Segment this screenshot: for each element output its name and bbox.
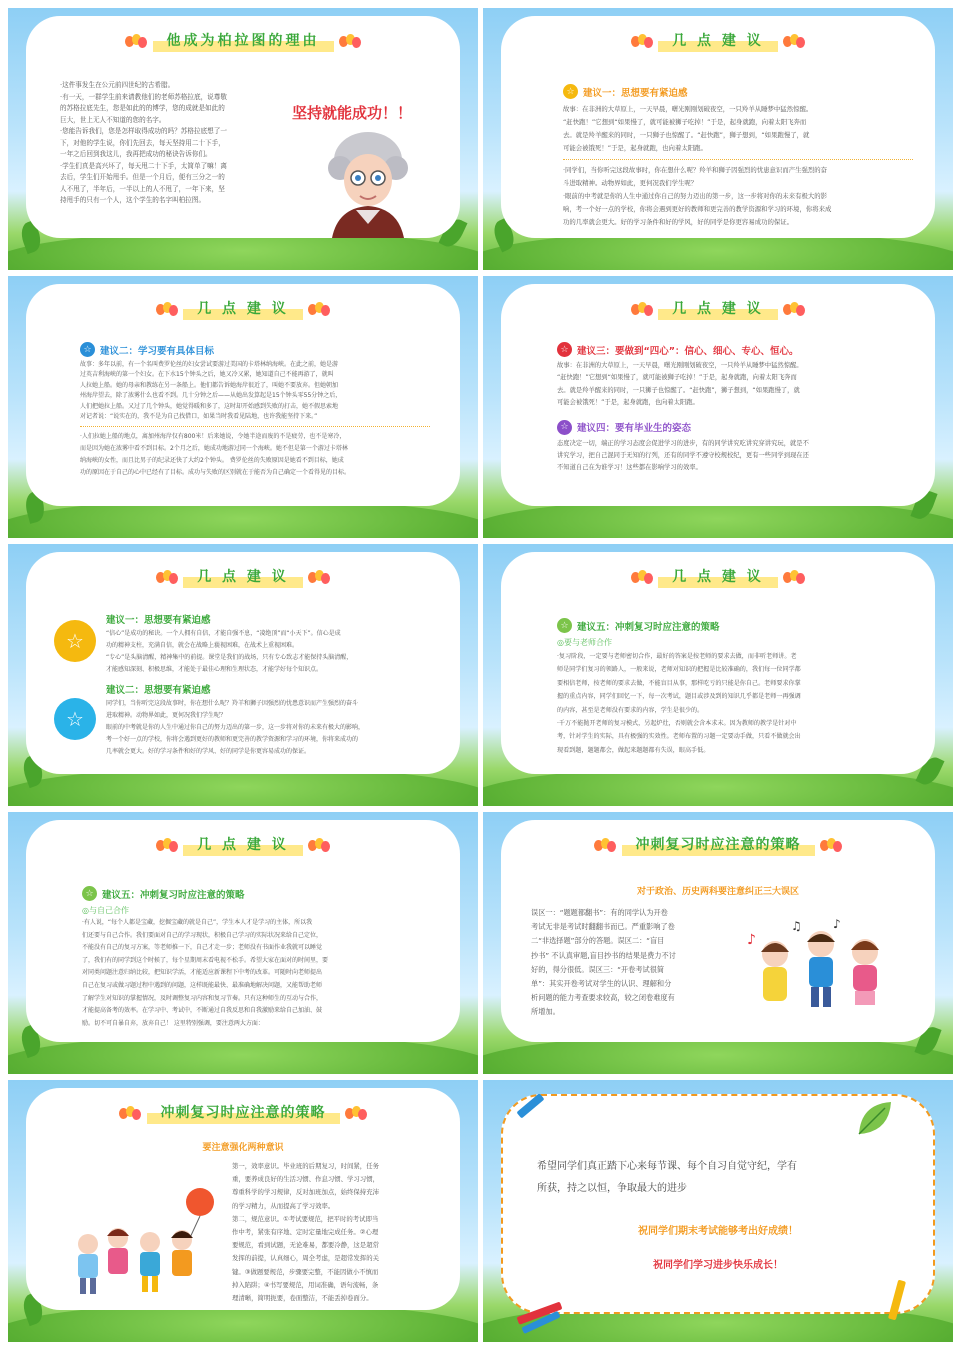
body-text: “信心”是成功的秘诀。一个人拥有自信，才能自强不息，“凌绝顶”而“小天下”。信心是成 功的精神支柱，充满自信，就会在战略上藐视困难，在战术上重视困难。 “专心”是头脑清醒，精神集中的前提。课堂是我们的战场，只有专心致志才能保持头脑清醒， 才能感知深刻、积极思维，才能处于最佳心理和生理状态，才能学好每个知识点。	[106, 630, 353, 673]
content-card	[26, 284, 460, 506]
body-text: 同学们，当你听完这段故事时，你在想什么呢？羚羊和狮子因强烈的忧患意识而产生强烈的奋斗 进取精神。动物界如此，更何况我们学生呢？ 眼前的中考就是你的人生中通过你自己的努力迈出的第一步，这一步将对你的未来有极大的影响， 考一个好一点的学校，你将会遇到更好的教师和更完善的教学资源和学习的环境，你将来成功的 几率就会更大。好的学习条件和好的学风、好的同学是你更容易成功的保证。	[106, 700, 365, 755]
balloon-icon	[339, 34, 361, 48]
section-heading: 建议一：思想要有紧迫感	[106, 615, 211, 626]
section-heading: 建议四：要有毕业生的姿态	[577, 423, 692, 435]
balloon-icon	[594, 838, 616, 852]
closing-message: 希望同学们真正踏下心来每节课、每个自习自觉守纪，学有 所获，持之以恒，争取最大的进步	[537, 1161, 797, 1194]
body-text: ·人们拉她上船的地点，离加州海岸仅有800米！后来她说，令她半途而废的不是疲劳，也不是寒冷， 而是因为她在浓雾中看不到目标。2个月之后，她成功地游过同一个海峡。她不但是第一个游过卡塔林 纳海峡的女性，而且比男子的纪录还快了大约2个钟头。 费罗伦丝的失败原因是她看不到目标，她成 功的原因在于自己的心中已经有了目标。成功与失败的区别就在于能否为自己确定一个看得见的目标。	[80, 433, 351, 477]
balloon-icon	[156, 838, 178, 852]
divider	[563, 159, 913, 160]
balloon-icon	[820, 838, 842, 852]
slide-title: 几 点 建 议	[658, 28, 778, 52]
slide-6	[483, 544, 953, 806]
slide-title: 他成为柏拉图的理由	[153, 28, 334, 52]
balloon-icon	[308, 838, 330, 852]
content-card	[501, 16, 935, 238]
slide-2	[483, 8, 953, 270]
slide-9	[8, 1080, 478, 1342]
balloon-icon	[631, 570, 653, 584]
slide-title: 几 点 建 议	[183, 564, 303, 588]
slide-title: 冲刺复习时应注意的策略	[622, 832, 815, 856]
content-card	[26, 16, 460, 238]
section-heading: 建议五：冲刺复习时应注意的策略	[102, 889, 245, 901]
slide-title: 冲刺复习时应注意的策略	[147, 1100, 340, 1124]
star-icon: ☆	[82, 886, 97, 901]
story-text: 故事：多年以前，有一个名叫费罗伦丝的妇女尝试要游过美国的卡塔林纳海峡。在此之前，她是游 过英吉利海峡的第一个妇女。在下水15个钟头之后，她又冷又累，她知道自己不能再游了，就叫 人拉她上船。她的母亲和教练在另一条船上。他们都告诉她海岸很近了，叫她不要放弃。但她朝加 州海岸望去，除了浓雾什么也看不到。几十分钟之后——从她出发算起是15个钟头零55分钟之后， 人们把她拉上船。又过了几个钟头，她觉得暖和多了，这时却开始感到失败的打击，她不假思索地 对记者说：“说实在的，我不是为自己找借口，如果当时我看见陆地，也许我能坚持下来。”	[80, 361, 342, 421]
slide-title: 几 点 建 议	[658, 564, 778, 588]
subheading: ◎与自己合作	[82, 906, 129, 915]
kids-with-balloon-illustration	[70, 1186, 220, 1296]
balloon-icon	[783, 34, 805, 48]
body-text: 态度决定一切，端正的学习态度会促进学习的进步，有的同学讲究吃讲究穿讲究玩，就是不 讲究学习，把自己混同于无知的行列，还有的同学不遵守校规校纪，更有一些同学到现在还 不知道自己在为谁学习！这些都在影响学习的效率。	[557, 439, 809, 472]
leaf-icon	[855, 1098, 895, 1138]
star-icon: ☆	[557, 420, 572, 435]
section-heading: 建议二：学习要有具体目标	[100, 345, 215, 357]
star-icon: ☆	[54, 698, 96, 740]
body-text: ·同学们，当你听完这段故事时，你在想什么呢？羚羊和狮子因强烈的忧患意识而产生强烈的奋 斗进取精神。动物界如此，更何况我们学生呢？ ·眼前的中考就是你的人生中通过你自己的努力迈出的第一步，这一步将对你的未来有极大的影 响，考一个好一点的学校，你将会遇到更好的教师和更完善的教学资源和学习的环境，你将来成 功的几率就会更大。好的学习条件和好的学风，好的同学是你更容易成功的保证。	[563, 166, 832, 226]
section-heading: 建议五：冲刺复习时应注意的策略	[577, 621, 720, 633]
content-card	[26, 552, 460, 774]
body-text: ·复习阶段，一定要与老师密切合作，最好的答案是按老师的要求去做，而非听老师讲。老 师是同学们复习的领路人，一般来说，老师对知识的把握是比较准确的，我们每一位同学都 要相信老师，按老师的要求去做，不能盲目从事，那样吃亏的只能是你自己。老师要求你掌 握的重点内容，同学们回忆一下，每一次考试，题目或涉及到的知识几乎都是老师一再强调 的内容，甚至是老师没有要求的内容，学生是很少的。 ·千万不能抛开老师的复习模式，另起炉灶，否则就会含本求末。因为教师的教学是针对中 考，针对学生的实际，具有极强的实效性。老师布置的习题一定要动手做，只看不做就会出 现看到题，题题都会，做起来题题都有失误，眼高手低。	[557, 653, 801, 754]
svg-text:♪: ♪	[833, 917, 841, 931]
grandma-illustration	[318, 128, 418, 238]
story-text: 故事：在非洲的大草原上，一天早晨，曙光刚刚划破夜空，一只羚羊从睡梦中猛然惊醒。 “赶快跑！”它想到“如果慢了，就可能被狮子吃掉！”于是，起身就跑，向着太阳飞奔而 去。就是羚羊醒来的同时，一只狮子也惊醒了。“赶快跑”，狮子想到，“如果跑慢了，就 可能会被饿死！”于是，起身就跑，也向着太阳跑。	[557, 362, 803, 407]
slide-7	[8, 812, 478, 1074]
subheading: ◎要与老师合作	[557, 638, 612, 647]
body-text: 误区一：“题题都翻书”：有的同学认为开卷 考试无非是考试时翻翻书而已。严重影响了卷 二“非选择题”部分的答题。误区二：“盲目 抄书” 不认真审题,盲目抄书的结果是费力不讨 好的，得分很低。误区三：“开卷考试很简 单”：其实开卷考试对学生的认识、理解和分 析问题的能力考查要求较高，较之闭卷难度有 所增加。	[531, 908, 676, 1017]
balloon-icon	[308, 570, 330, 584]
crayon-icon	[879, 1276, 919, 1326]
svg-text:♫: ♫	[791, 919, 802, 933]
story-text: ·这件事发生在公元前四世纪的古希腊。 ·有一天，一群学生前来请教他们的老师苏格拉底，说尊敬 的苏格拉底先生，您是如此的的博学，您的成就是如此的 巨大，世上无人不知道的您的名字。 ·您能告诉我们，您是怎样取得成功的吗？苏格拉底想了一 下，对他的学生说，你们先回去，每天坚持用二十下手， 一年之后回到我这儿，我再把成功的秘诀告诉你们。 ·学生们真是高兴坏了，每天甩二十下手，太简单了嘛！离 去后，学生们开始甩手。但是一个月后，便有三分之一的 人不甩了，半年后，一半以上的人不甩了，一年下来，坚 持甩手的只有一个人，这个学生的名字叫柏拉图。	[60, 81, 227, 204]
story-text: 故事：在非洲的大草原上，一天早晨，曙光刚刚划破夜空，一只羚羊从睡梦中猛然惊醒。 “赶快跑！”它想到“如果慢了，就可能被狮子吃掉！”于是，起身就跑，向着太阳飞奔而 去。就是羚羊醒来的同时，一只狮子也惊醒了。“赶快跑”，狮子想到，“如果跑慢了，就 可能会被饿死！”于是，起身就跑，也向着太阳跑。	[563, 105, 813, 152]
content-card	[26, 820, 460, 1042]
singing-kids-illustration	[741, 914, 891, 1014]
balloon-icon	[125, 34, 147, 48]
balloon-icon	[631, 302, 653, 316]
content-card	[26, 1088, 460, 1310]
slide-10	[483, 1080, 953, 1342]
balloon-icon	[156, 302, 178, 316]
balloon-icon	[156, 570, 178, 584]
slogan: 坚持就能成功！！	[292, 104, 413, 122]
wish-line-2: 祝同学们学习进步快乐成长！	[653, 1260, 783, 1271]
divider	[80, 426, 430, 427]
star-icon: ☆	[80, 342, 95, 357]
content-card	[501, 820, 935, 1042]
star-icon: ☆	[557, 342, 572, 357]
balloon-icon	[631, 34, 653, 48]
wish-line-1: 祝同学们期末考试能够考出好成绩！	[638, 1226, 798, 1237]
slide-title: 几 点 建 议	[658, 296, 778, 320]
slide-3	[8, 276, 478, 538]
subheading: 对于政治、历史两科要注意纠正三大误区	[636, 887, 799, 897]
body-text: 第一，效率意识。毕业班的后期复习，时间紧，任务 重，要养成良好的生活习惯、作息习惯、学习习惯， 尊重科学的学习规律，反对加班加点，始终保持充沛 的学习精力，从而提高了学习效率。 第二，规范意识。①考试要规范，把平时的考试即当 作中考，紧张有序地、定时定量地完成任务。②心理 要规范，看到试题，无论难易，都要冷静，这是超常 发挥的前提，认真细心，周全考虑，是超常发挥的关 键。③做题要规范，步骤要完整，不能因做小不慎而 掉入陷阱；④书写要规范，用词准确，语句流畅，条 理清晰，简明扼要，卷面整洁，不能丢掉卷面分。	[232, 1162, 379, 1303]
balloon-icon	[119, 1106, 141, 1120]
star-icon: ☆	[563, 84, 578, 99]
subheading: 要注意强化两种意识	[202, 1143, 284, 1153]
slide-8	[483, 812, 953, 1074]
slide-title: 几 点 建 议	[183, 296, 303, 320]
crayon-icon	[511, 1088, 551, 1128]
crayon-icon	[513, 1294, 573, 1334]
slide-1	[8, 8, 478, 270]
balloon-icon	[345, 1106, 367, 1120]
star-icon: ☆	[557, 618, 572, 633]
slide-5	[8, 544, 478, 806]
balloon-icon	[308, 302, 330, 316]
content-card	[501, 284, 935, 506]
content-card	[501, 552, 935, 774]
svg-text:♪: ♪	[747, 932, 756, 948]
balloon-icon	[783, 570, 805, 584]
star-icon: ☆	[54, 620, 96, 662]
section-heading: 建议一：思想要有紧迫感	[583, 87, 688, 99]
balloon-icon	[783, 302, 805, 316]
section-heading: 建议二：思想要有紧迫感	[106, 685, 211, 696]
slide-4	[483, 276, 953, 538]
slide-title: 几 点 建 议	[183, 832, 303, 856]
body-text: ·有人说，“每个人都是宝藏，挖掘宝藏的就是自己”，学生本人才是学习的主体，所以我 们还要与自己合作。我们要面对自己的学习现状，积极自己学习的实际状况来给自己定位， 不能没有自己的复习方案，等老师推一下，自己才走一步；老师没有书面作业我就可以睡觉 了，我们有的同学到这个时候了，每个星期周末看电视不松手。希望大家在面对的时间里，要 对同类问题注意归纳比较，把知识学活，才能适应新课程下中考的改革。可随时向老师提出 自己在复习或做习题过程中遇到的问题，这样既能最快、最准确地解决问题，又能帮助老师 了解学生对知识的掌握情况，及时调整复习内容和复习节奏。只有这种师生的互动与合作， 才能提高备考的效率。在学习中、考试中，不断通过自我反思和自我激励来给自己加油、鼓 励。切不可自暴自弃，放弃自己！ 这里特别强调，要注意两大方面：	[82, 919, 329, 1027]
section-heading: 建议三：要做到“四心”：信心、细心、专心、恒心。	[577, 345, 799, 357]
